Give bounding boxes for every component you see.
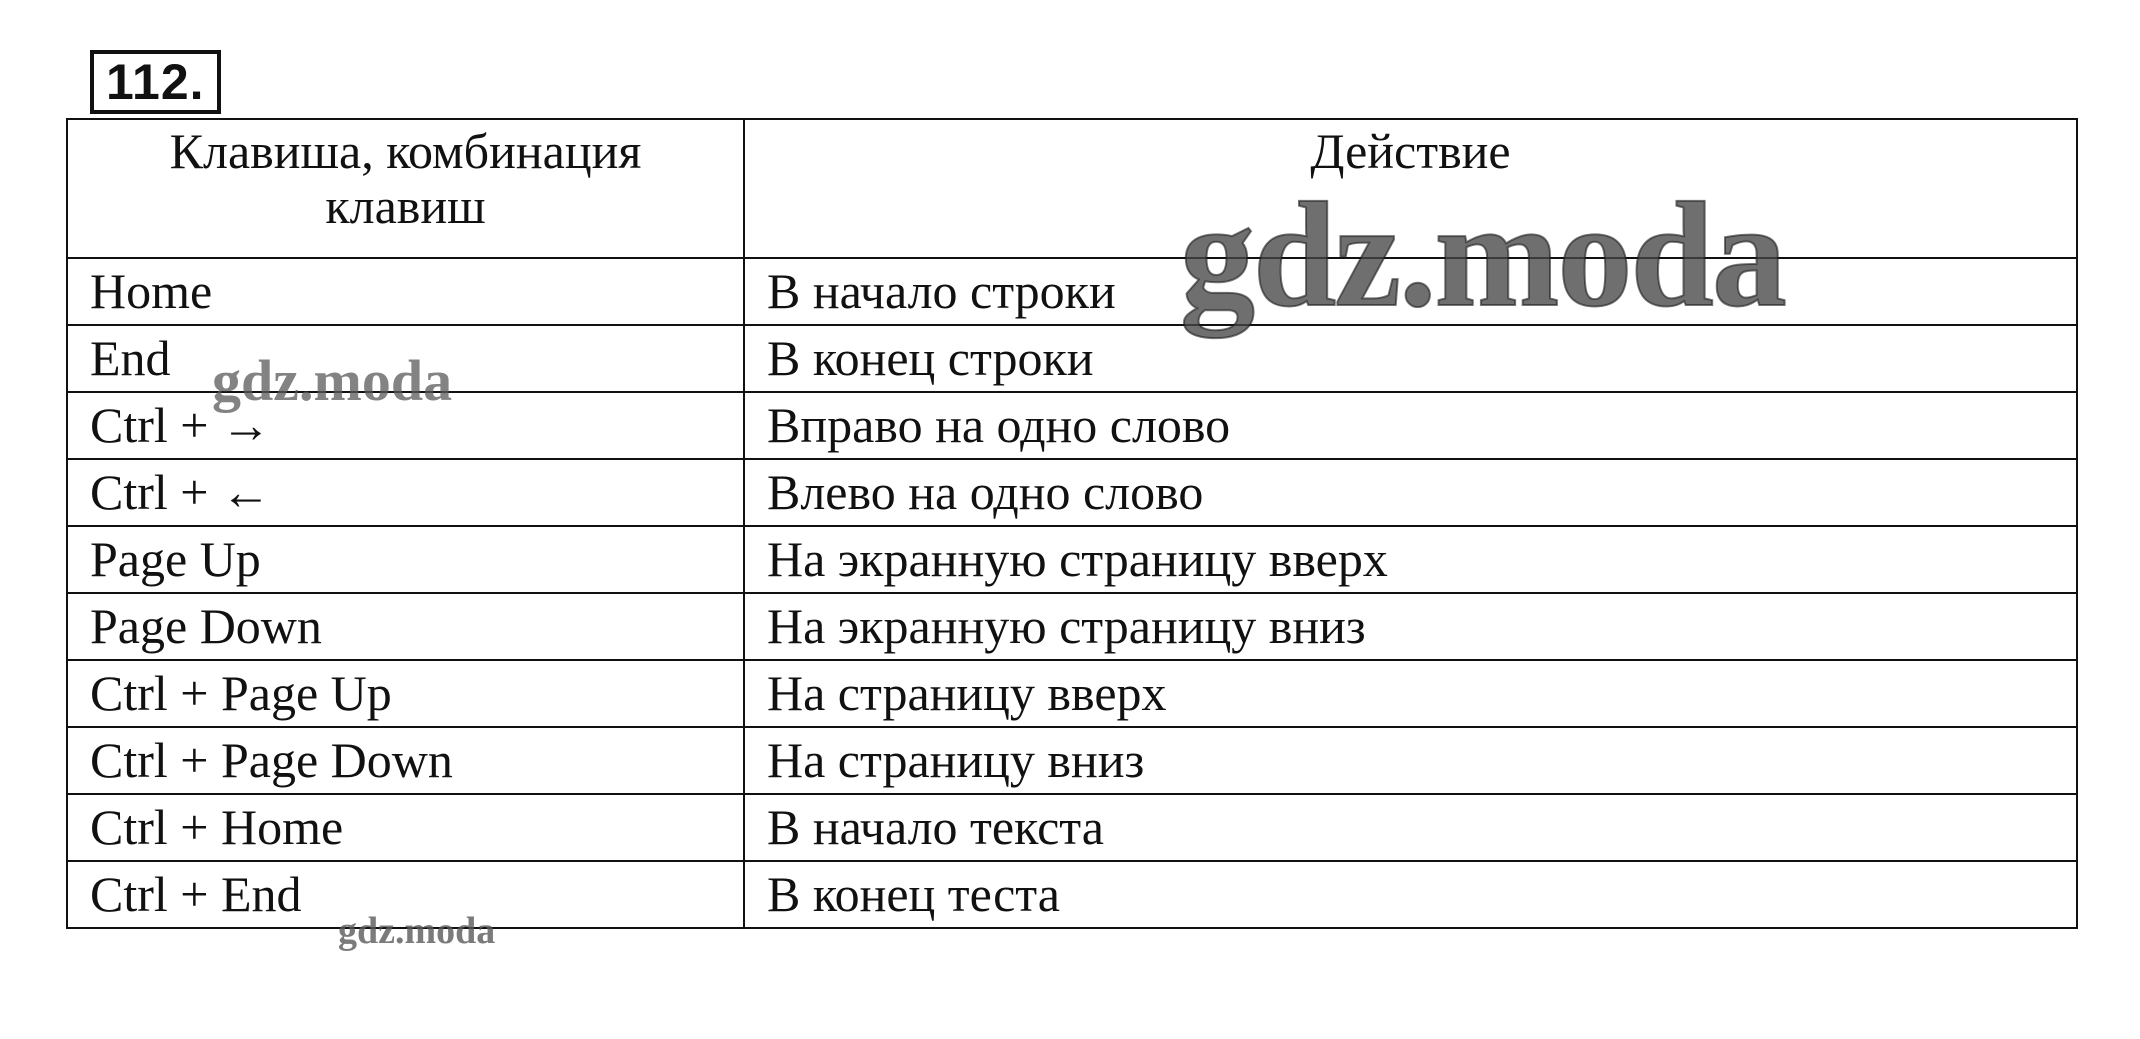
header-action: Действие [744,119,2077,258]
key-cell: Ctrl + → [67,392,744,459]
table-row [67,727,2077,794]
watermark-small: gdz.moda [338,910,496,952]
key-cell: Ctrl + End [67,861,744,928]
watermark-medium: gdz.moda [212,348,453,413]
action-cell: В начало строки [744,258,2077,325]
table-row [67,459,2077,526]
table-row [67,794,2077,861]
action-cell: Вправо на одно слово [744,392,2077,459]
table-row [67,258,2077,325]
key-cell: Ctrl + Page Down [67,727,744,794]
action-cell: В конец строки [744,325,2077,392]
key-cell: End [67,325,744,392]
action-cell: На страницу вверх [744,660,2077,727]
key-cell: Ctrl + ← [67,459,744,526]
table-row [67,660,2077,727]
key-cell: Home [67,258,744,325]
key-cell: Page Up [67,526,744,593]
key-cell: Ctrl + Home [67,794,744,861]
action-cell: В начало текста [744,794,2077,861]
keyboard-shortcuts-table [66,118,2078,929]
key-cell: Page Down [67,593,744,660]
action-cell: На экранную страницу вверх [744,526,2077,593]
table-row [67,392,2077,459]
table-row [67,861,2077,928]
header-key-combination: Клавиша, комбинация клавиш [67,119,744,258]
key-cell: Ctrl + Page Up [67,660,744,727]
watermark-large: gdz.moda [1180,172,1785,338]
action-cell: Влево на одно слово [744,459,2077,526]
table-row [67,325,2077,392]
action-cell: На экранную страницу вниз [744,593,2077,660]
table-row [67,593,2077,660]
task-number: 112. [90,50,221,114]
table-header-row [67,119,2077,258]
action-cell: В конец теста [744,861,2077,928]
table-row [67,526,2077,593]
action-cell: На страницу вниз [744,727,2077,794]
